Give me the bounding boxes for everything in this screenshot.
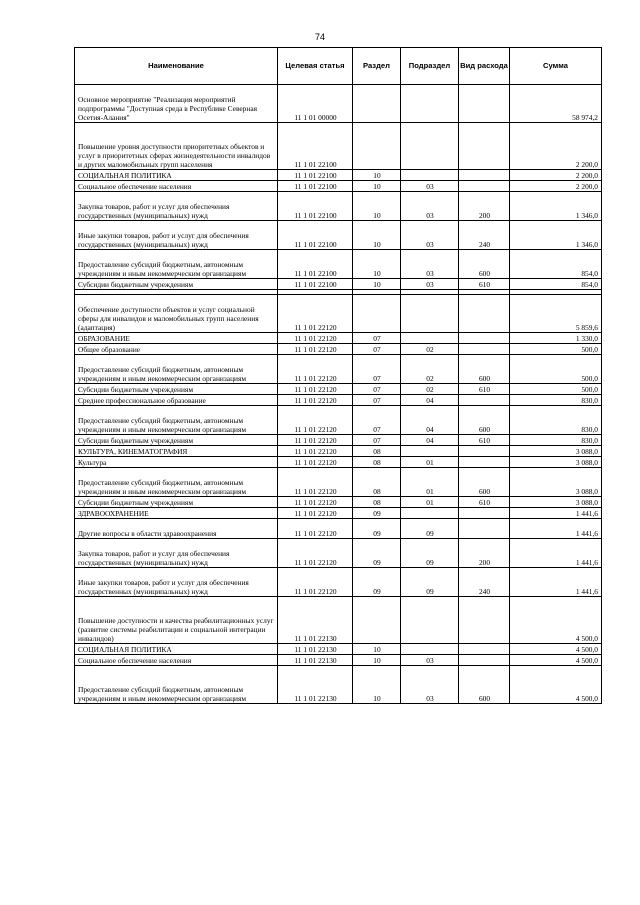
row-name: Предоставление субсидий бюджетным, автономным учреждениям и иным некоммерческим организациям bbox=[75, 355, 278, 384]
row-subsection bbox=[401, 508, 459, 519]
row-expense-type: 240 bbox=[459, 221, 510, 250]
row-section: 07 bbox=[353, 333, 401, 344]
row-target-article: 11 1 01 22100 bbox=[278, 250, 353, 279]
header-target-article: Целевая статья bbox=[278, 48, 353, 85]
row-name: КУЛЬТУРА, КИНЕМАТОГРАФИЯ bbox=[75, 446, 278, 457]
row-target-article: 11 1 01 22120 bbox=[278, 508, 353, 519]
row-name: СОЦИАЛЬНАЯ ПОЛИТИКА bbox=[75, 644, 278, 655]
row-subsection: 01 bbox=[401, 457, 459, 468]
table-row bbox=[75, 221, 602, 250]
row-subsection: 04 bbox=[401, 395, 459, 406]
row-name: Предоставление субсидий бюджетным, автономным учреждениям и иным некоммерческим организациям bbox=[75, 468, 278, 497]
row-amount: 1 330,0 bbox=[510, 333, 602, 344]
row-name: Культура bbox=[75, 457, 278, 468]
row-subsection: 03 bbox=[401, 250, 459, 279]
row-section: 07 bbox=[353, 435, 401, 446]
row-name: Иные закупки товаров, работ и услуг для обеспечения государственных (муниципальных) нужд bbox=[75, 221, 278, 250]
row-amount: 1 441,6 bbox=[510, 508, 602, 519]
row-subsection: 04 bbox=[401, 435, 459, 446]
row-amount: 500,0 bbox=[510, 384, 602, 395]
row-expense-type bbox=[459, 181, 510, 192]
row-amount: 2 200,0 bbox=[510, 170, 602, 181]
row-amount: 3 088,0 bbox=[510, 446, 602, 457]
row-subsection: 03 bbox=[401, 279, 459, 290]
row-target-article: 11 1 01 22120 bbox=[278, 519, 353, 539]
row-expense-type: 610 bbox=[459, 279, 510, 290]
row-section: 07 bbox=[353, 344, 401, 355]
header-section: Раздел bbox=[353, 48, 401, 85]
row-subsection: 02 bbox=[401, 355, 459, 384]
row-target-article: 11 1 01 22130 bbox=[278, 644, 353, 655]
row-expense-type bbox=[459, 519, 510, 539]
row-target-article: 11 1 01 22120 bbox=[278, 355, 353, 384]
row-name: Субсидии бюджетным учреждениям bbox=[75, 497, 278, 508]
row-expense-type: 600 bbox=[459, 250, 510, 279]
row-target-article: 11 1 01 22100 bbox=[278, 123, 353, 170]
row-subsection bbox=[401, 85, 459, 123]
row-section: 09 bbox=[353, 519, 401, 539]
row-target-article: 11 1 01 22120 bbox=[278, 446, 353, 457]
row-target-article: 11 1 01 22130 bbox=[278, 597, 353, 644]
row-subsection: 01 bbox=[401, 468, 459, 497]
row-target-article: 11 1 01 22120 bbox=[278, 395, 353, 406]
row-section: 10 bbox=[353, 279, 401, 290]
table-row bbox=[75, 655, 602, 666]
row-target-article: 11 1 01 22100 bbox=[278, 221, 353, 250]
row-subsection: 02 bbox=[401, 384, 459, 395]
row-section: 10 bbox=[353, 170, 401, 181]
header-amount: Сумма bbox=[510, 48, 602, 85]
row-target-article: 11 1 01 00000 bbox=[278, 85, 353, 123]
row-amount: 3 088,0 bbox=[510, 497, 602, 508]
row-amount: 854,0 bbox=[510, 279, 602, 290]
row-subsection: 09 bbox=[401, 539, 459, 568]
table-row bbox=[75, 279, 602, 290]
row-section: 07 bbox=[353, 406, 401, 435]
row-subsection bbox=[401, 597, 459, 644]
row-subsection: 01 bbox=[401, 497, 459, 508]
table-row bbox=[75, 666, 602, 704]
row-name: Обеспечение доступности объектов и услуг социальной сферы для инвалидов и маломобильных групп населения (адаптация) bbox=[75, 295, 278, 333]
table-row bbox=[75, 539, 602, 568]
row-target-article: 11 1 01 22130 bbox=[278, 655, 353, 666]
row-subsection: 03 bbox=[401, 221, 459, 250]
row-amount: 830,0 bbox=[510, 395, 602, 406]
row-name: СОЦИАЛЬНАЯ ПОЛИТИКА bbox=[75, 170, 278, 181]
row-section: 08 bbox=[353, 457, 401, 468]
row-target-article: 11 1 01 22120 bbox=[278, 539, 353, 568]
row-expense-type: 610 bbox=[459, 384, 510, 395]
row-name: Предоставление субсидий бюджетным, автономным учреждениям и иным некоммерческим организациям bbox=[75, 250, 278, 279]
row-subsection bbox=[401, 333, 459, 344]
row-name: Основное мероприятие "Реализация мероприятий подпрограммы "Доступная среда в Республике Северная Осетия-Алания" bbox=[75, 85, 278, 123]
row-expense-type bbox=[459, 655, 510, 666]
table-row bbox=[75, 85, 602, 123]
table-row bbox=[75, 355, 602, 384]
table-row bbox=[75, 395, 602, 406]
row-subsection: 02 bbox=[401, 344, 459, 355]
row-section: 10 bbox=[353, 221, 401, 250]
page-number: 74 bbox=[314, 32, 325, 42]
row-name: Другие вопросы в области здравоохранения bbox=[75, 519, 278, 539]
row-target-article: 11 1 01 22100 bbox=[278, 192, 353, 221]
row-amount: 500,0 bbox=[510, 344, 602, 355]
row-amount: 830,0 bbox=[510, 435, 602, 446]
table-row bbox=[75, 468, 602, 497]
row-name: Закупка товаров, работ и услуг для обеспечения государственных (муниципальных) нужд bbox=[75, 539, 278, 568]
row-expense-type: 240 bbox=[459, 568, 510, 597]
row-expense-type bbox=[459, 85, 510, 123]
budget-table bbox=[74, 47, 602, 704]
row-section bbox=[353, 597, 401, 644]
row-name: Иные закупки товаров, работ и услуг для обеспечения государственных (муниципальных) нужд bbox=[75, 568, 278, 597]
row-target-article: 11 1 01 22120 bbox=[278, 333, 353, 344]
row-section: 08 bbox=[353, 446, 401, 457]
row-name: Социальное обеспечение населения bbox=[75, 181, 278, 192]
row-subsection bbox=[401, 295, 459, 333]
row-target-article: 11 1 01 22120 bbox=[278, 344, 353, 355]
row-subsection: 03 bbox=[401, 192, 459, 221]
row-name: Повышение уровня доступности приоритетных объектов и услуг в приоритетных сферах жизнедеятельности инвалидов и других маломобильных групп населения bbox=[75, 123, 278, 170]
table-row bbox=[75, 597, 602, 644]
row-name: Предоставление субсидий бюджетным, автономным учреждениям и иным некоммерческим организациям bbox=[75, 666, 278, 704]
table-row bbox=[75, 644, 602, 655]
row-amount: 4 500,0 bbox=[510, 644, 602, 655]
row-expense-type: 610 bbox=[459, 497, 510, 508]
row-amount: 1 441,6 bbox=[510, 519, 602, 539]
table-row bbox=[75, 123, 602, 170]
row-target-article: 11 1 01 22120 bbox=[278, 406, 353, 435]
row-amount: 4 500,0 bbox=[510, 666, 602, 704]
row-amount: 5 859,6 bbox=[510, 295, 602, 333]
table-row bbox=[75, 508, 602, 519]
row-target-article: 11 1 01 22120 bbox=[278, 497, 353, 508]
row-target-article: 11 1 01 22120 bbox=[278, 568, 353, 597]
row-section: 10 bbox=[353, 250, 401, 279]
row-section: 09 bbox=[353, 539, 401, 568]
row-expense-type bbox=[459, 395, 510, 406]
row-subsection bbox=[401, 446, 459, 457]
row-section: 07 bbox=[353, 395, 401, 406]
row-amount: 4 500,0 bbox=[510, 655, 602, 666]
row-section: 10 bbox=[353, 655, 401, 666]
row-name: ЗДРАВООХРАНЕНИЕ bbox=[75, 508, 278, 519]
table-row bbox=[75, 457, 602, 468]
table-row bbox=[75, 435, 602, 446]
row-expense-type bbox=[459, 457, 510, 468]
row-expense-type: 610 bbox=[459, 435, 510, 446]
table-row bbox=[75, 181, 602, 192]
row-target-article: 11 1 01 22120 bbox=[278, 457, 353, 468]
row-section: 09 bbox=[353, 568, 401, 597]
row-target-article: 11 1 01 22120 bbox=[278, 295, 353, 333]
row-target-article: 11 1 01 22130 bbox=[278, 666, 353, 704]
row-subsection: 03 bbox=[401, 181, 459, 192]
row-target-article: 11 1 01 22120 bbox=[278, 435, 353, 446]
table-row bbox=[75, 170, 602, 181]
row-section: 09 bbox=[353, 508, 401, 519]
row-amount: 854,0 bbox=[510, 250, 602, 279]
table-row bbox=[75, 192, 602, 221]
row-name: ОБРАЗОВАНИЕ bbox=[75, 333, 278, 344]
row-subsection: 09 bbox=[401, 519, 459, 539]
row-subsection: 03 bbox=[401, 655, 459, 666]
row-section: 10 bbox=[353, 644, 401, 655]
row-subsection: 04 bbox=[401, 406, 459, 435]
table-row bbox=[75, 497, 602, 508]
row-target-article: 11 1 01 22120 bbox=[278, 384, 353, 395]
row-target-article: 11 1 01 22100 bbox=[278, 181, 353, 192]
row-expense-type bbox=[459, 597, 510, 644]
row-amount: 1 441,6 bbox=[510, 539, 602, 568]
table-row bbox=[75, 568, 602, 597]
table-row bbox=[75, 406, 602, 435]
row-name: Среднее профессиональное образование bbox=[75, 395, 278, 406]
table-header bbox=[75, 48, 602, 85]
row-section: 08 bbox=[353, 497, 401, 508]
table-row bbox=[75, 519, 602, 539]
row-amount: 2 200,0 bbox=[510, 181, 602, 192]
row-amount: 1 346,0 bbox=[510, 192, 602, 221]
row-expense-type bbox=[459, 295, 510, 333]
row-name: Субсидии бюджетным учреждениям bbox=[75, 384, 278, 395]
row-section: 10 bbox=[353, 192, 401, 221]
row-expense-type bbox=[459, 123, 510, 170]
row-subsection: 09 bbox=[401, 568, 459, 597]
row-name: Общее образование bbox=[75, 344, 278, 355]
row-amount: 3 088,0 bbox=[510, 457, 602, 468]
row-name: Субсидии бюджетным учреждениям bbox=[75, 279, 278, 290]
row-section: 10 bbox=[353, 181, 401, 192]
row-expense-type: 600 bbox=[459, 468, 510, 497]
header-name: Наименование bbox=[75, 48, 278, 85]
table-row bbox=[75, 384, 602, 395]
row-section: 07 bbox=[353, 355, 401, 384]
row-expense-type: 200 bbox=[459, 539, 510, 568]
table-row bbox=[75, 295, 602, 333]
row-section: 07 bbox=[353, 384, 401, 395]
row-amount: 4 500,0 bbox=[510, 597, 602, 644]
row-section bbox=[353, 85, 401, 123]
row-expense-type bbox=[459, 508, 510, 519]
row-expense-type bbox=[459, 333, 510, 344]
row-section: 10 bbox=[353, 666, 401, 704]
row-amount: 1 441,6 bbox=[510, 568, 602, 597]
row-name: Предоставление субсидий бюджетным, автономным учреждениям и иным некоммерческим организациям bbox=[75, 406, 278, 435]
row-expense-type: 600 bbox=[459, 406, 510, 435]
table-row bbox=[75, 446, 602, 457]
row-name: Повышение доступности и качества реабилитационных услуг (развитие системы реабилитации и социальной интеграции инвалидов) bbox=[75, 597, 278, 644]
row-expense-type bbox=[459, 446, 510, 457]
header-subsection: Подраздел bbox=[401, 48, 459, 85]
row-subsection bbox=[401, 644, 459, 655]
row-name: Субсидии бюджетным учреждениям bbox=[75, 435, 278, 446]
row-expense-type: 600 bbox=[459, 355, 510, 384]
header-expense-type: Вид расхода bbox=[459, 48, 510, 85]
row-target-article: 11 1 01 22100 bbox=[278, 279, 353, 290]
table-body bbox=[75, 85, 602, 704]
row-section: 08 bbox=[353, 468, 401, 497]
row-expense-type: 600 bbox=[459, 666, 510, 704]
table-row bbox=[75, 344, 602, 355]
row-amount: 830,0 bbox=[510, 406, 602, 435]
row-subsection: 03 bbox=[401, 666, 459, 704]
table-row bbox=[75, 333, 602, 344]
row-subsection bbox=[401, 170, 459, 181]
row-amount: 3 088,0 bbox=[510, 468, 602, 497]
row-name: Социальное обеспечение населения bbox=[75, 655, 278, 666]
row-amount: 2 200,0 bbox=[510, 123, 602, 170]
row-expense-type: 200 bbox=[459, 192, 510, 221]
row-target-article: 11 1 01 22100 bbox=[278, 170, 353, 181]
row-amount: 58 974,2 bbox=[510, 85, 602, 123]
row-amount: 500,0 bbox=[510, 355, 602, 384]
row-section bbox=[353, 123, 401, 170]
row-target-article: 11 1 01 22120 bbox=[278, 468, 353, 497]
row-amount: 1 346,0 bbox=[510, 221, 602, 250]
row-expense-type bbox=[459, 170, 510, 181]
row-subsection bbox=[401, 123, 459, 170]
table-row bbox=[75, 250, 602, 279]
row-expense-type bbox=[459, 644, 510, 655]
row-expense-type bbox=[459, 344, 510, 355]
row-name: Закупка товаров, работ и услуг для обеспечения государственных (муниципальных) нужд bbox=[75, 192, 278, 221]
row-section bbox=[353, 295, 401, 333]
